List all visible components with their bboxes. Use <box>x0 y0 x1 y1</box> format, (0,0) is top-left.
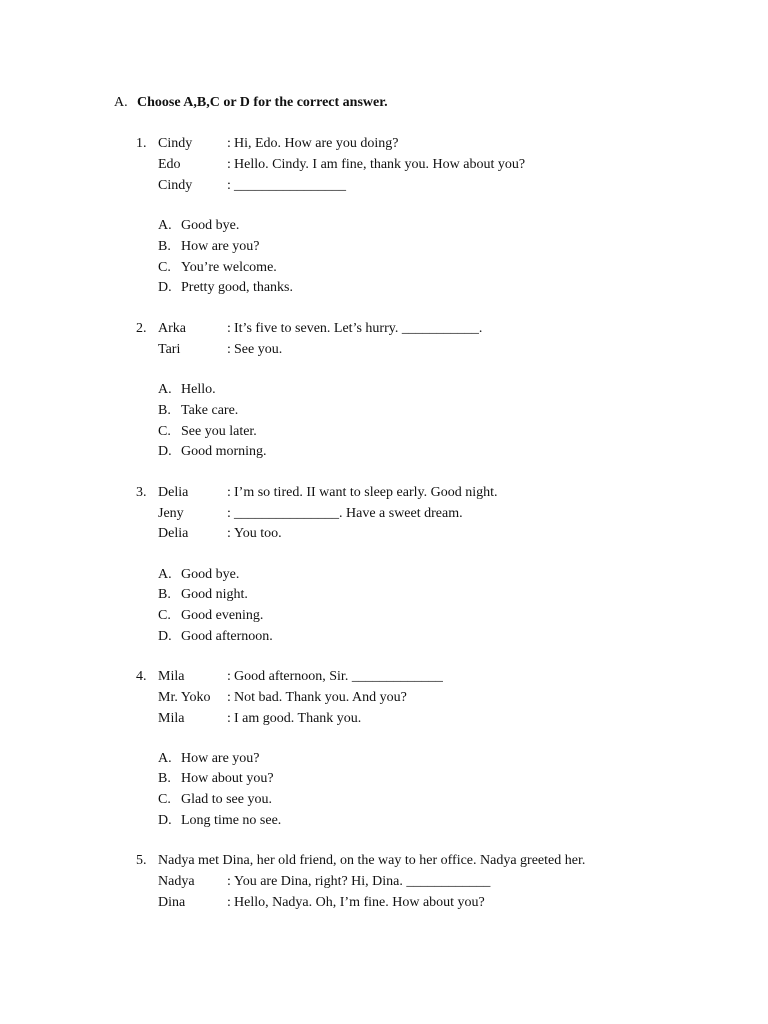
dialogue-speaker: Mila <box>158 711 185 726</box>
question-number: 5. <box>136 853 147 868</box>
option-text: How about you? <box>181 771 274 786</box>
option-text: Good afternoon. <box>181 629 273 644</box>
dialogue-text: I’m so tired. II want to sleep early. Good night. <box>234 485 498 500</box>
dialogue-colon: : <box>227 178 231 193</box>
dialogue-colon: : <box>227 669 231 684</box>
dialogue-text: _______________. Have a sweet dream. <box>234 506 463 521</box>
section-letter: A. <box>114 95 128 110</box>
dialogue-speaker: Tari <box>158 342 181 357</box>
dialogue-text: Hi, Edo. How are you doing? <box>234 136 399 151</box>
option-text: See you later. <box>181 424 257 439</box>
answer-blank: ________________ <box>234 178 346 193</box>
dialogue-text: I am good. Thank you. <box>234 711 362 726</box>
option-letter: A. <box>158 567 172 582</box>
dialogue-speaker: Cindy <box>158 178 193 193</box>
dialogue-colon: : <box>227 711 231 726</box>
dialogue-speaker: Mila <box>158 669 185 684</box>
option-text: Long time no see. <box>181 813 282 828</box>
option-letter: B. <box>158 587 171 602</box>
option-text: Pretty good, thanks. <box>181 280 293 295</box>
option-text: How are you? <box>181 239 260 254</box>
option-letter: C. <box>158 260 171 275</box>
dialogue-speaker: Delia <box>158 526 189 541</box>
option-letter: B. <box>158 771 171 786</box>
option-letter: B. <box>158 403 171 418</box>
option-letter: D. <box>158 629 172 644</box>
option-letter: A. <box>158 218 172 233</box>
option-letter: C. <box>158 424 171 439</box>
question-number: 4. <box>136 669 147 684</box>
dialogue-text: You are Dina, right? Hi, Dina. ____________ <box>234 874 491 889</box>
option-letter: B. <box>158 239 171 254</box>
dialogue-text: Hello. Cindy. I am fine, thank you. How about you? <box>234 157 526 172</box>
question-number: 1. <box>136 136 147 151</box>
dialogue-text: Good afternoon, Sir. _____________ <box>234 669 443 684</box>
option-letter: A. <box>158 751 172 766</box>
option-text: Glad to see you. <box>181 792 272 807</box>
dialogue-colon: : <box>227 485 231 500</box>
dialogue-colon: : <box>227 136 231 151</box>
dialogue-speaker: Edo <box>158 157 181 172</box>
option-letter: D. <box>158 444 172 459</box>
option-text: Good bye. <box>181 567 240 582</box>
option-letter: D. <box>158 280 172 295</box>
dialogue-speaker: Arka <box>158 321 186 336</box>
dialogue-colon: : <box>227 506 231 521</box>
option-text: Good night. <box>181 587 248 602</box>
dialogue-text: It’s five to seven. Let’s hurry. ___________. <box>234 321 483 336</box>
dialogue-colon: : <box>227 321 231 336</box>
dialogue-text: See you. <box>234 342 283 357</box>
option-text: You’re welcome. <box>181 260 277 275</box>
dialogue-text: You too. <box>234 526 282 541</box>
option-text: How are you? <box>181 751 260 766</box>
dialogue-colon: : <box>227 874 231 889</box>
dialogue-text: Not bad. Thank you. And you? <box>234 690 407 705</box>
dialogue-speaker: Delia <box>158 485 189 500</box>
dialogue-speaker: Nadya <box>158 874 195 889</box>
question-number: 3. <box>136 485 147 500</box>
dialogue-colon: : <box>227 895 231 910</box>
dialogue-colon: : <box>227 342 231 357</box>
dialogue-speaker: Dina <box>158 895 186 910</box>
option-text: Take care. <box>181 403 239 418</box>
option-text: Hello. <box>181 382 216 397</box>
option-letter: C. <box>158 608 171 623</box>
question-narration: Nadya met Dina, her old friend, on the way to her office. Nadya greeted her. <box>158 853 586 868</box>
option-letter: D. <box>158 813 172 828</box>
dialogue-colon: : <box>227 157 231 172</box>
dialogue-text: Hello, Nadya. Oh, I’m fine. How about you? <box>234 895 485 910</box>
option-letter: A. <box>158 382 172 397</box>
dialogue-speaker: Jeny <box>158 506 184 521</box>
dialogue-speaker: Mr. Yoko <box>158 690 211 705</box>
dialogue-colon: : <box>227 690 231 705</box>
dialogue-colon: : <box>227 526 231 541</box>
option-text: Good bye. <box>181 218 240 233</box>
dialogue-speaker: Cindy <box>158 136 193 151</box>
option-text: Good evening. <box>181 608 264 623</box>
option-text: Good morning. <box>181 444 267 459</box>
question-number: 2. <box>136 321 147 336</box>
option-letter: C. <box>158 792 171 807</box>
section-instruction: Choose A,B,C or D for the correct answer. <box>137 95 388 110</box>
